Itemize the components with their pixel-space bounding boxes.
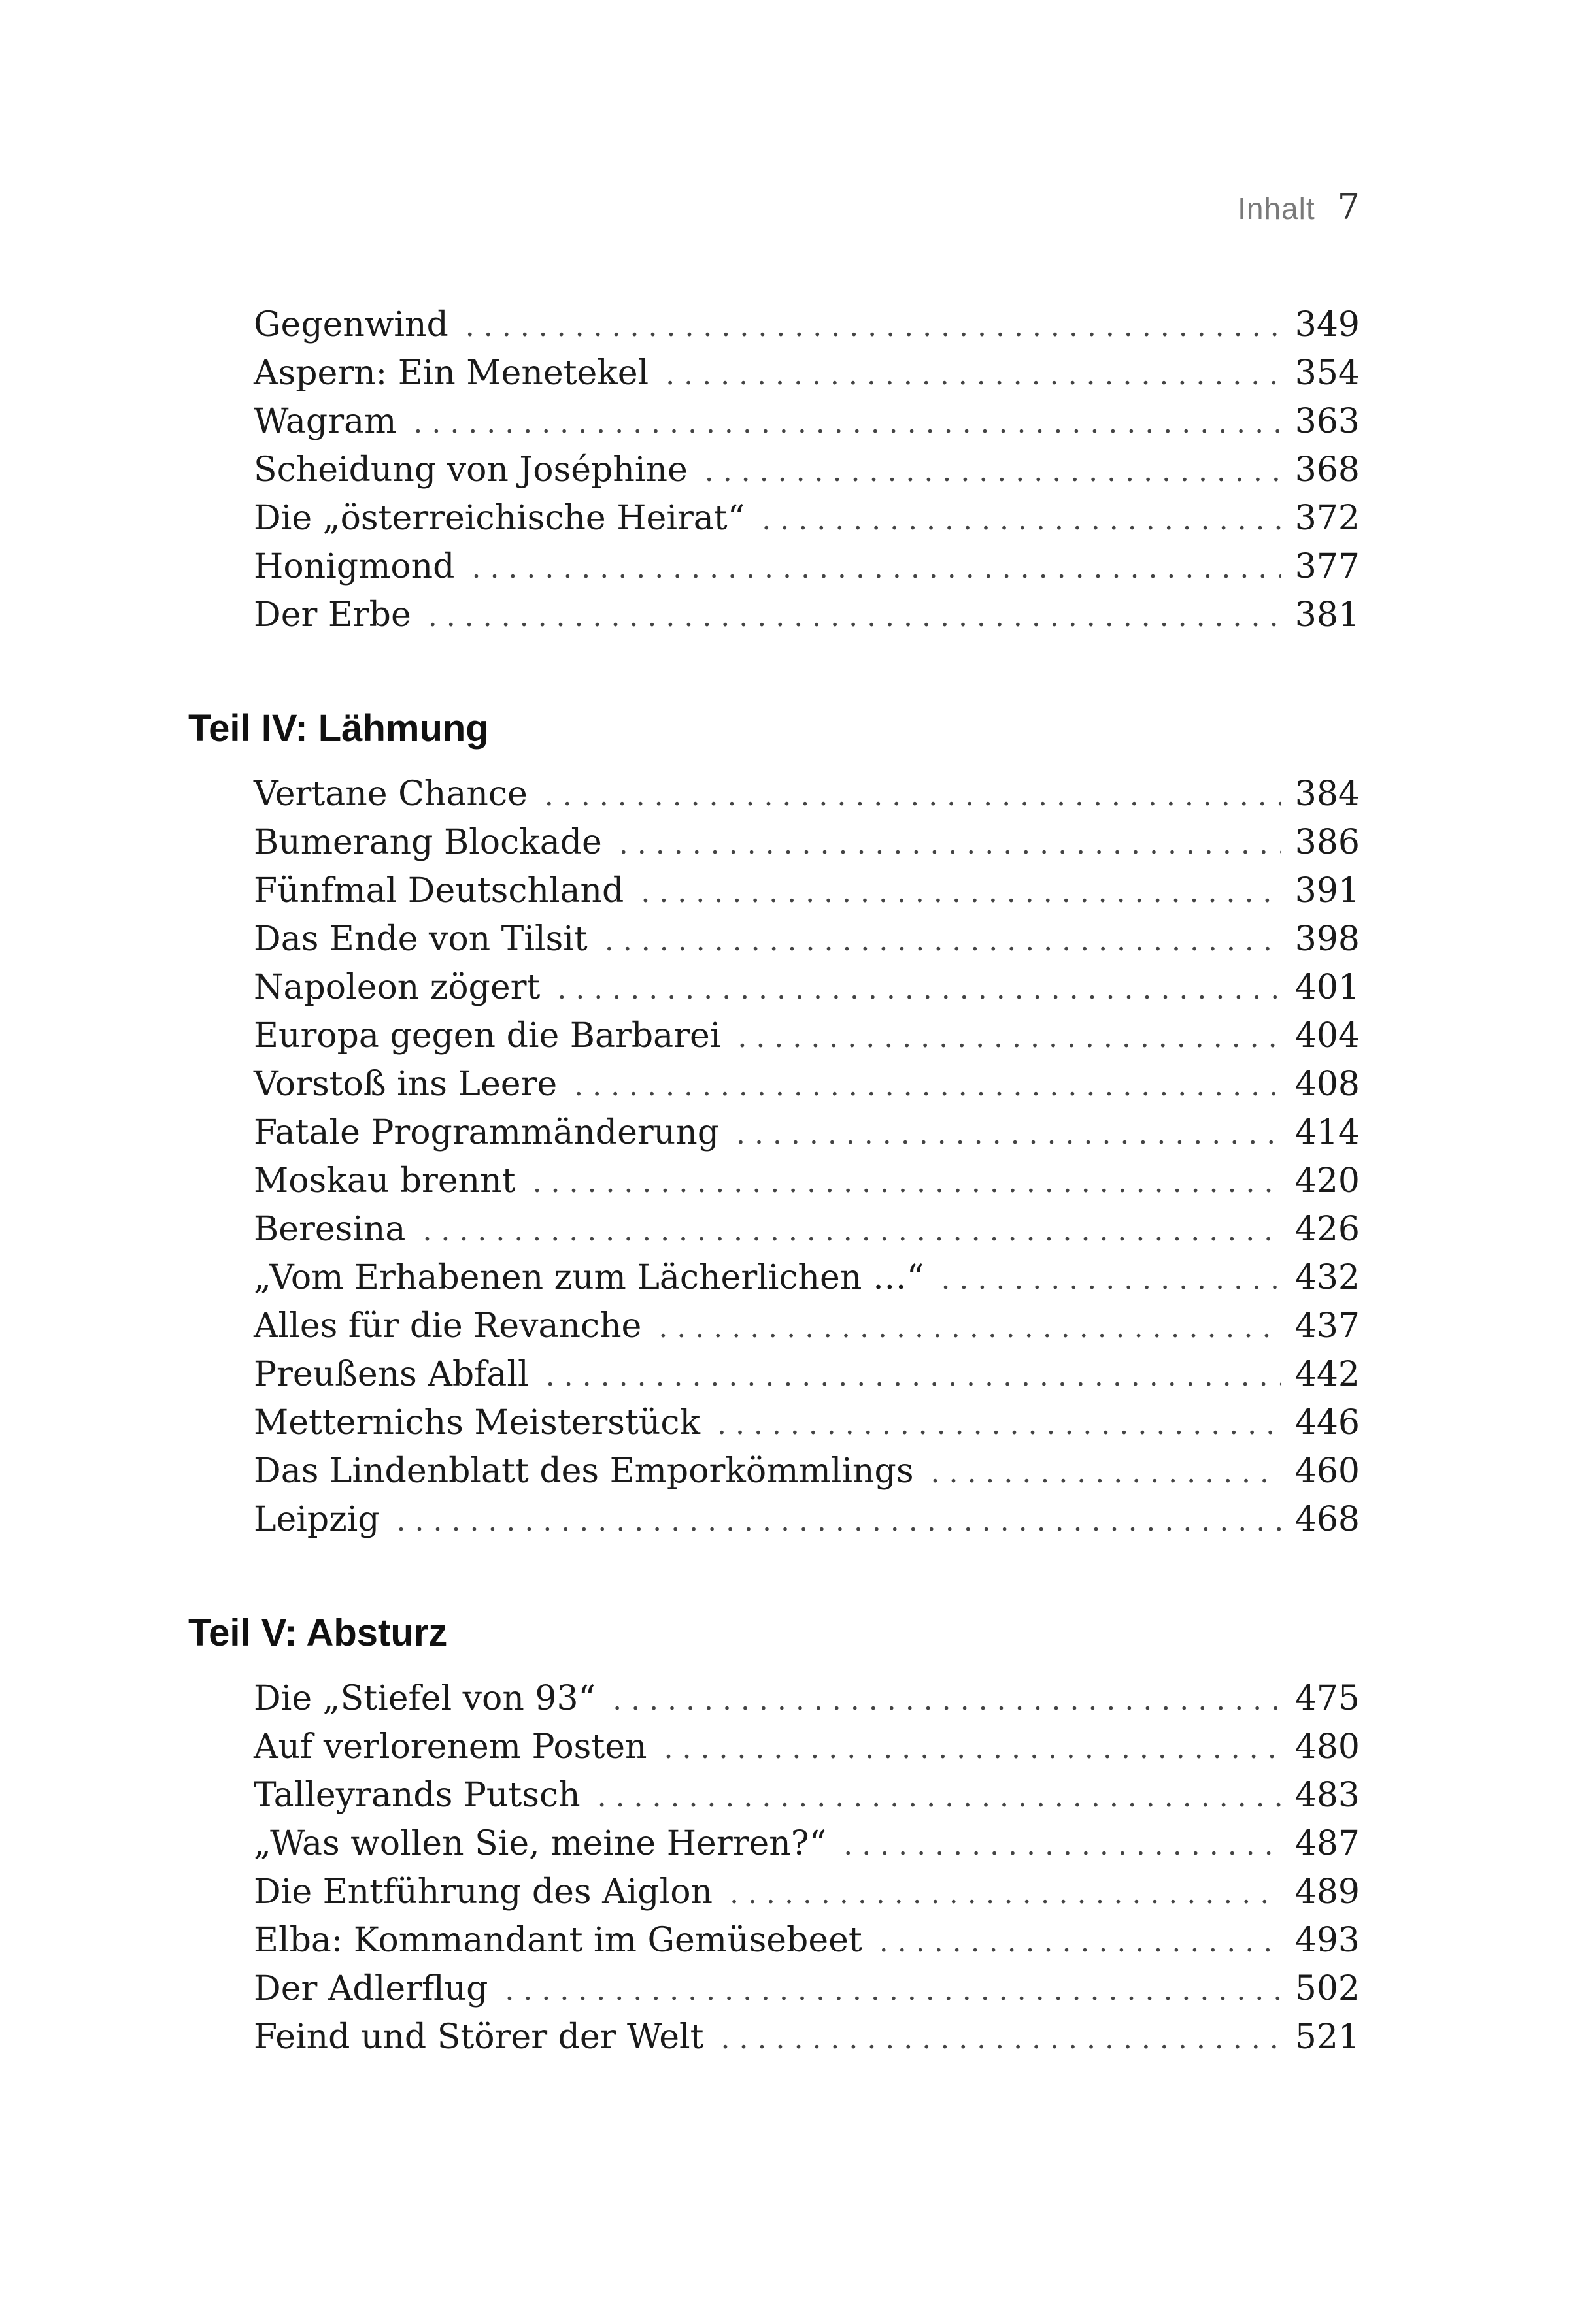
toc-entry-title: Vorstoß ins Leere: [254, 1065, 558, 1104]
toc-entry: [254, 1447, 1360, 1495]
toc-entry-page: 404: [1294, 1016, 1360, 1055]
toc-section-teil-v: [188, 1612, 1360, 2061]
toc-entry-title: „Vom Erhabenen zum Lächerlichen …“: [254, 1258, 924, 1297]
toc-section-teil-iv: [188, 707, 1360, 1544]
dot-leader: [505, 1967, 1280, 2015]
toc-entry-page: 475: [1294, 1679, 1360, 1718]
toc-entry-page: 426: [1294, 1210, 1360, 1249]
dot-leader: [730, 1870, 1281, 1918]
toc-entry-title: Die Entführung des Aiglon: [254, 1872, 713, 1912]
running-head-title: Inhalt: [1238, 191, 1315, 225]
toc-entry-page: 368: [1294, 450, 1360, 490]
toc-entry-title: Honigmond: [254, 547, 455, 586]
toc-entry: [254, 1205, 1360, 1253]
table-of-contents: [188, 301, 1360, 2061]
toc-entry-page: 468: [1294, 1500, 1360, 1539]
toc-entry: [254, 867, 1360, 915]
section-heading: Teil IV: Lähmung: [188, 707, 489, 750]
toc-entry: [254, 1916, 1360, 1965]
toc-entry-page: 363: [1294, 402, 1360, 441]
dot-leader: [465, 303, 1281, 351]
toc-entry-page: 414: [1294, 1113, 1360, 1152]
toc-entry-page: 432: [1294, 1258, 1360, 1297]
toc-entry-page: 446: [1294, 1403, 1360, 1442]
toc-entry-title: Feind und Störer der Welt: [254, 2017, 704, 2057]
toc-entry-title: Das Lindenblatt des Emporkömmlings: [254, 1452, 914, 1491]
toc-entry: [254, 2013, 1360, 2061]
dot-leader: [664, 1725, 1281, 1773]
dot-leader: [546, 1352, 1281, 1401]
toc-entry: [254, 591, 1360, 639]
toc-entry-page: 460: [1294, 1452, 1360, 1491]
dot-leader: [879, 1918, 1281, 1967]
dot-leader: [762, 496, 1280, 544]
toc-entry-title: Die „österreichische Heirat“: [254, 499, 745, 538]
toc-entry-list: [188, 770, 1360, 1544]
toc-entry: [254, 1253, 1360, 1302]
toc-entry-page: 489: [1294, 1872, 1360, 1912]
toc-entry-page: 521: [1294, 2017, 1360, 2057]
running-head: [1238, 186, 1360, 227]
toc-entry-title: Bumerang Blockade: [254, 823, 602, 862]
toc-entry-title: Das Ende von Tilsit: [254, 920, 588, 959]
toc-entry: [254, 1965, 1360, 2013]
toc-entry: [254, 349, 1360, 397]
toc-entry-title: Beresina: [254, 1210, 406, 1249]
toc-entry-title: Leipzig: [254, 1500, 380, 1539]
toc-entry: [254, 915, 1360, 963]
toc-entry-title: Napoleon zögert: [254, 968, 541, 1007]
toc-entry: [254, 1495, 1360, 1544]
toc-entry-list: [188, 1674, 1360, 2061]
toc-entry-page: 386: [1294, 823, 1360, 862]
toc-entry-title: Aspern: Ein Menetekel: [254, 354, 649, 393]
toc-entry-page: 442: [1294, 1355, 1360, 1394]
toc-entry-title: Elba: Kommandant im Gemüsebeet: [254, 1921, 862, 1960]
toc-entry-title: Der Erbe: [254, 595, 411, 635]
toc-entry: [254, 963, 1360, 1012]
section-heading: Teil V: Absturz: [188, 1612, 448, 1654]
toc-entry: [254, 1819, 1360, 1868]
dot-leader: [658, 1304, 1280, 1352]
toc-entry-page: 377: [1294, 547, 1360, 586]
toc-entry: [254, 301, 1360, 349]
toc-entry-page: 391: [1294, 871, 1360, 910]
dot-leader: [666, 351, 1281, 399]
dot-leader: [941, 1255, 1280, 1304]
toc-entry-title: Wagram: [254, 402, 397, 441]
dot-leader: [557, 965, 1280, 1014]
toc-entry: [254, 1674, 1360, 1723]
dot-leader: [574, 1062, 1281, 1110]
dot-leader: [471, 544, 1280, 593]
toc-entry-title: Die „Stiefel von 93“: [254, 1679, 596, 1718]
toc-entry-title: Gegenwind: [254, 305, 448, 344]
toc-entry: [254, 446, 1360, 494]
toc-entry-title: Scheidung von Joséphine: [254, 450, 688, 490]
dot-leader: [843, 1821, 1280, 1870]
dot-leader: [613, 1676, 1281, 1725]
toc-entry-title: Vertane Chance: [254, 774, 528, 814]
toc-entry: [254, 1012, 1360, 1060]
toc-entry-title: Auf verlorenem Posten: [254, 1727, 647, 1767]
toc-entry-page: 401: [1294, 968, 1360, 1007]
toc-entry: [254, 494, 1360, 542]
dot-leader: [737, 1014, 1280, 1062]
toc-entry-page: 487: [1294, 1824, 1360, 1863]
toc-section-continued: [188, 301, 1360, 639]
toc-entry-title: Fünfmal Deutschland: [254, 871, 624, 910]
toc-entry-page: 384: [1294, 774, 1360, 814]
toc-entry-title: „Was wollen Sie, meine Herren?“: [254, 1824, 827, 1863]
dot-leader: [619, 820, 1281, 869]
toc-entry: [254, 1302, 1360, 1350]
page-number: 7: [1337, 186, 1360, 227]
dot-leader: [397, 1497, 1281, 1546]
toc-entry-page: 483: [1294, 1776, 1360, 1815]
dot-leader: [533, 1159, 1281, 1207]
toc-entry: [254, 1060, 1360, 1108]
toc-entry: [254, 1723, 1360, 1771]
toc-entry-page: 349: [1294, 305, 1360, 344]
dot-leader: [428, 593, 1281, 641]
toc-entry-list: [188, 301, 1360, 639]
toc-entry-title: Fatale Programmänderung: [254, 1113, 719, 1152]
toc-entry-page: 354: [1294, 354, 1360, 393]
toc-entry: [254, 1350, 1360, 1399]
toc-entry-page: 420: [1294, 1161, 1360, 1201]
toc-entry: [254, 1868, 1360, 1916]
dot-leader: [598, 1773, 1281, 1821]
dot-leader: [705, 448, 1281, 496]
toc-entry: [254, 770, 1360, 818]
toc-entry-page: 437: [1294, 1306, 1360, 1346]
toc-entry-page: 381: [1294, 595, 1360, 635]
toc-entry-page: 408: [1294, 1065, 1360, 1104]
toc-entry-title: Der Adlerflug: [254, 1969, 488, 2008]
toc-entry-page: 480: [1294, 1727, 1360, 1767]
toc-entry-page: 502: [1294, 1969, 1360, 2008]
dot-leader: [422, 1207, 1280, 1255]
toc-entry: [254, 818, 1360, 867]
toc-entry-page: 398: [1294, 920, 1360, 959]
dot-leader: [721, 2015, 1281, 2063]
dot-leader: [736, 1110, 1281, 1159]
dot-leader: [605, 917, 1281, 965]
toc-entry-page: 493: [1294, 1921, 1360, 1960]
toc-entry: [254, 542, 1360, 591]
toc-entry: [254, 1108, 1360, 1157]
toc-entry: [254, 1771, 1360, 1819]
dot-leader: [717, 1401, 1281, 1449]
toc-entry: [254, 397, 1360, 446]
toc-entry-page: 372: [1294, 499, 1360, 538]
dot-leader: [413, 399, 1280, 448]
toc-entry-title: Moskau brennt: [254, 1161, 516, 1201]
dot-leader: [931, 1449, 1281, 1497]
dot-leader: [641, 869, 1280, 917]
dot-leader: [545, 772, 1281, 820]
toc-entry: [254, 1157, 1360, 1205]
toc-entry-title: Preußens Abfall: [254, 1355, 529, 1394]
toc-entry-title: Talleyrands Putsch: [254, 1776, 581, 1815]
toc-entry: [254, 1399, 1360, 1447]
toc-entry-title: Alles für die Revanche: [254, 1306, 642, 1346]
toc-entry-title: Europa gegen die Barbarei: [254, 1016, 721, 1055]
toc-entry-title: Metternichs Meisterstück: [254, 1403, 700, 1442]
